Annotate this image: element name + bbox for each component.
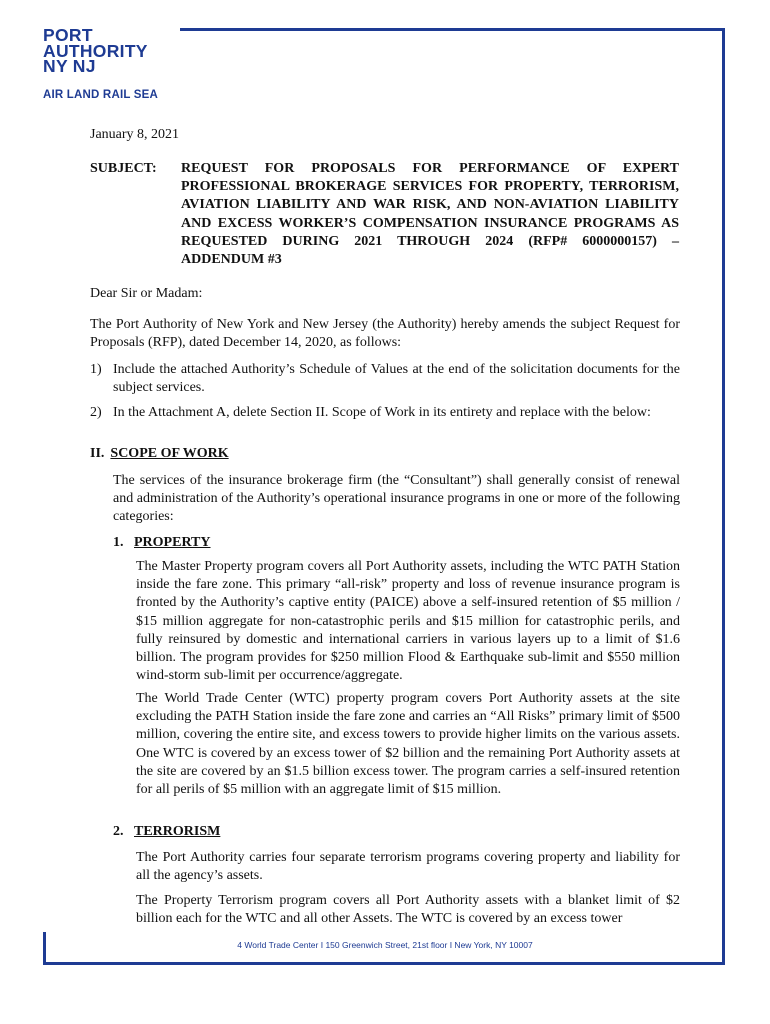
terrorism-number: 2.	[113, 824, 124, 839]
property-number: 1.	[113, 535, 124, 550]
subject-text: REQUEST FOR PROPOSALS FOR PERFORMANCE OF EXPERT PROFESSIONAL BROKERAGE SERVICES FOR PROPERTY, TERRORISM, AVIATION LIABILITY AND WAR RISK, AND NON-AVIATION LIABILITY AND EXCESS WORKER’S COMPENSATION INSURANCE PROGRAMS AS REQUESTED DURING 2021 THROUGH 2024 (RFP# 6000000157) – ADDENDUM #3	[181, 161, 679, 268]
greeting: Dear Sir or Madam:	[90, 286, 203, 301]
letter-date: January 8, 2021	[90, 127, 180, 142]
property-title: PROPERTY	[134, 535, 211, 550]
terrorism-paragraph-1: The Port Authority carries four separate terrorism programs covering property and liability for all the agency’s assets.	[136, 850, 680, 884]
property-paragraph-2: The World Trade Center (WTC) property program covers Port Authority assets at the site excluding the PATH Station inside the fare zone and carries an “All Risks” primary limit of $500 million, covering the entire site, and excess towers to provide higher limits on the various assets. One WTC is covered by an excess tower of $2 billion and the remaining Port Authority assets at the site are covered by an $1.5 billion excess tower. The program carries a self-insured retention for all perils of $5 million with an aggregate limit of $15 million.	[136, 691, 680, 798]
logo-line-port: PORT	[43, 25, 93, 45]
item-text: In the Attachment A, delete Section II. Scope of Work in its entirety and replace with the below:	[113, 405, 651, 420]
logo-line-nynj: NY NJ	[43, 56, 96, 76]
item-number: 1)	[90, 362, 102, 377]
terrorism-title: TERRORISM	[134, 824, 221, 839]
subject-label: SUBJECT:	[90, 161, 157, 176]
logo-tagline: AIR LAND RAIL SEA	[43, 88, 158, 101]
property-paragraph-1: The Master Property program covers all Port Authority assets, including the WTC PATH Station inside the fare zone. This primary “all-risk” property and loss of revenue insurance program is fronted by the Authority’s captive entity (PAICE) above a self-insured retention of $5 million / $15 million aggregate for non-catastrophic perils and $15 million for catastrophic perils, and fully reinsured by domestic and international carriers in various layers up to a limit of $1.6 billion. The program provides for $250 million Flood & Earthquake sub-limit and $550 million wind-storm sub-limit per occurrence/aggregate.	[136, 559, 680, 684]
port-authority-logo	[43, 25, 158, 101]
frame-line-right	[722, 28, 725, 965]
terrorism-heading	[113, 823, 220, 841]
section-number: II.	[90, 446, 105, 461]
frame-line-bottom	[43, 962, 725, 965]
item-number: 2)	[90, 405, 102, 420]
terrorism-paragraph-2: The Property Terrorism program covers all Port Authority assets with a blanket limit of $2 billion each for the WTC and all other Assets. The WTC is covered by an excess tower	[136, 893, 680, 927]
frame-line-top	[180, 28, 725, 31]
section-title: SCOPE OF WORK	[110, 446, 229, 461]
logo-line-authority: AUTHORITY	[43, 40, 148, 61]
intro-paragraph: The Port Authority of New York and New Jersey (the Authority) hereby amends the subject Request for Proposals (RFP), dated December 14, 2020, as follows:	[90, 317, 680, 351]
property-heading	[113, 534, 211, 552]
item-text: Include the attached Authority’s Schedule of Values at the end of the solicitation documents for the subject services.	[113, 362, 680, 396]
section-body: The services of the insurance brokerage firm (the “Consultant”) shall generally consist of renewal and administration of the Authority’s operational insurance programs in one or more of the following categories:	[113, 473, 680, 525]
section-heading	[90, 445, 229, 463]
footer-address: 4 World Trade Center I 150 Greenwich Street, 21st floor I New York, NY 10007	[237, 940, 533, 950]
